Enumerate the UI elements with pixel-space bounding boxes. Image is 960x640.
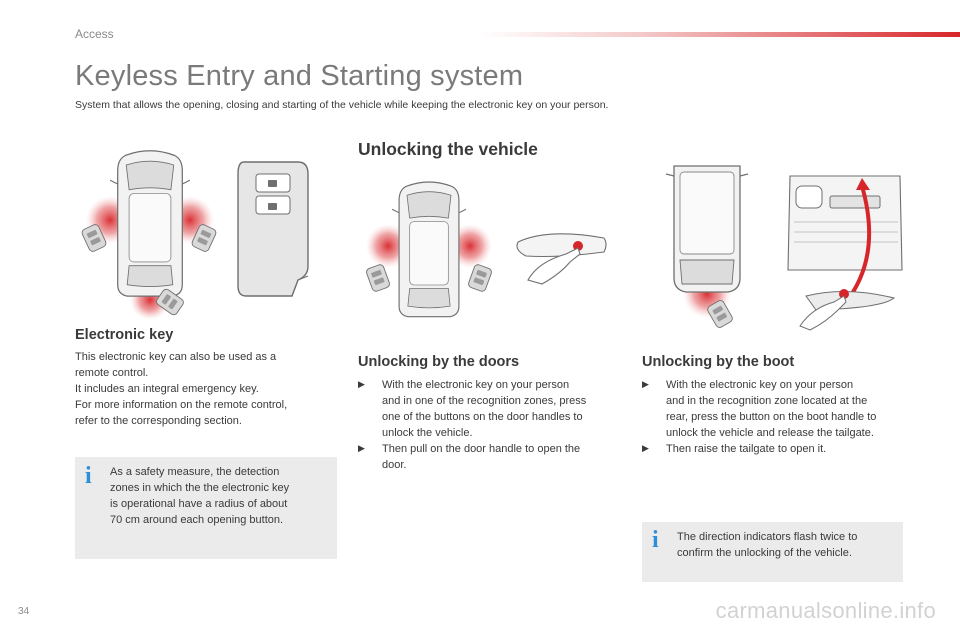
doors-heading: Unlocking by the doors (358, 354, 520, 370)
door-zones-illustration (362, 176, 502, 326)
boot-heading: Unlocking by the boot (642, 354, 795, 370)
unlocking-heading: Unlocking the vehicle (358, 139, 538, 159)
page-title: Keyless Entry and Starting system (75, 60, 524, 92)
bullet-arrow-icon: ▶ (642, 380, 649, 390)
electronic-key-text: This electronic key can also be used as a remote control. It includes an integral emergency key. For more information on the remote control, refer to the corresponding section. (75, 351, 288, 427)
boot-step-1: ▶ With the electronic key on your person and in the recognition zone located at the rear, press the button on the boot handle to unlock the vehicle and release the tailgate. (642, 379, 877, 439)
boot-instructions (642, 377, 912, 457)
bullet-arrow-icon: ▶ (642, 444, 649, 454)
indicators-note (642, 522, 903, 582)
section-label: Access (75, 27, 114, 41)
header-accent-bar (480, 32, 960, 37)
intro-text: System that allows the opening, closing and starting of the vehicle while keeping the electronic key on your person. (75, 99, 609, 111)
bullet-arrow-icon: ▶ (358, 380, 365, 390)
info-icon: i (652, 527, 659, 553)
safety-note-text: As a safety measure, the detection zones in which the the electronic key is operational have a radius of about 70 cm around each opening button. (110, 466, 290, 526)
bullet-arrow-icon: ▶ (358, 444, 365, 454)
info-icon: i (85, 463, 92, 489)
doors-instructions (358, 377, 628, 473)
safety-note (75, 457, 337, 559)
car-detection-zones-illustration (80, 140, 220, 320)
door-handle-hand-icon (508, 222, 612, 286)
indicators-note-text: The direction indicators flash twice to confirm the unlocking of the vehicle. (677, 531, 858, 559)
doors-step-2: ▶ Then pull on the door handle to open the door. (358, 443, 581, 471)
electronic-key-heading: Electronic key (75, 327, 174, 343)
page-number: 34 (18, 606, 30, 617)
boot-zone-illustration (662, 166, 752, 330)
boot-step-2: ▶ Then raise the tailgate to open it. (642, 443, 827, 455)
tailgate-opening-illustration (786, 166, 906, 330)
doors-step-1: ▶ With the electronic key on your person and in one of the recognition zones, press one of the buttons on the door handles to unlock the vehicle. (358, 379, 587, 439)
watermark: carmanualsonline.info (715, 598, 936, 623)
electronic-key-fob-icon (232, 158, 314, 300)
